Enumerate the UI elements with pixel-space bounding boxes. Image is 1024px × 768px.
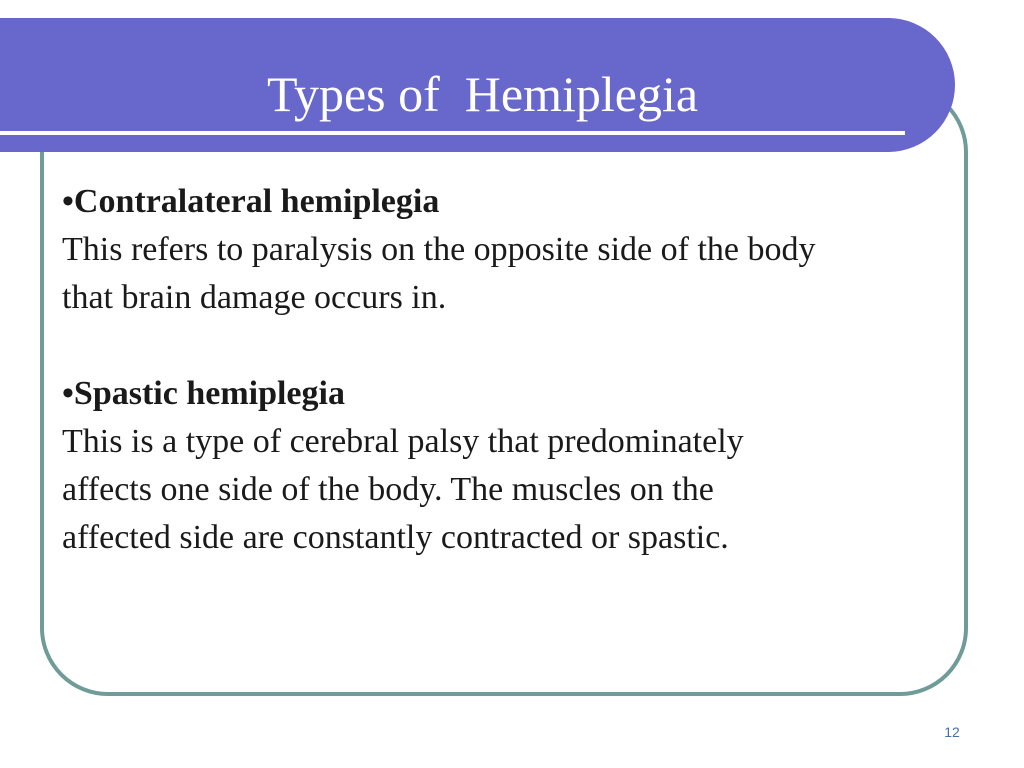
section-line: This is a type of cerebral palsy that predominately [62,423,744,460]
section-line: This refers to paralysis on the opposite side of the body [62,231,816,268]
title-underline [0,131,905,135]
slide-title: Types of Hemiplegia [266,66,699,122]
section-heading: •Spastic hemiplegia [62,375,345,412]
section-line: that brain damage occurs in. [62,279,447,316]
section-heading: •Contralateral hemiplegia [62,183,440,220]
section-contralateral-hemiplegia [62,178,962,322]
page-number: 12 [944,724,960,740]
section-line: affected side are constantly contracted or spastic. [62,519,729,556]
slide-body [62,178,962,562]
section-line: affects one side of the body. The muscles on the [62,471,714,508]
section-spastic-hemiplegia [62,370,962,562]
